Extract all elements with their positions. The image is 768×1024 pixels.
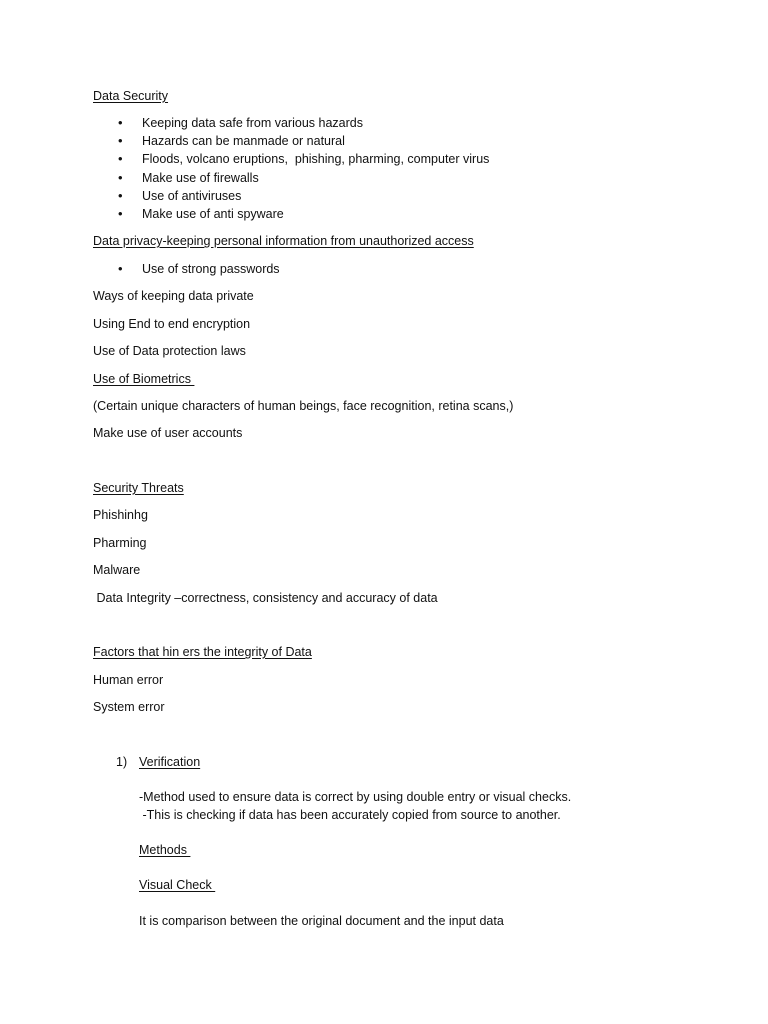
- list-item: • Hazards can be manmade or natural: [118, 133, 345, 149]
- verification-desc-1: -Method used to ensure data is correct by using double entry or visual checks.: [139, 790, 572, 804]
- data-security-heading: Data Security: [93, 89, 169, 103]
- list-item: • Use of antiviruses: [118, 187, 242, 203]
- ways-private-text: Ways of keeping data private: [93, 289, 254, 303]
- bullet-icon: •: [118, 115, 123, 130]
- factor-item: System error: [93, 700, 165, 714]
- methods-heading: Methods: [139, 843, 191, 857]
- list-item: • Keeping data safe from various hazards: [118, 115, 363, 130]
- list-item: • Floods, volcano eruptions, phishing, pharming, computer virus: [118, 151, 490, 167]
- bullet-icon: •: [118, 205, 123, 221]
- list-item: • Make use of firewalls: [118, 169, 259, 185]
- list-item: • Make use of anti spyware: [118, 205, 284, 221]
- verification-heading: Verification: [139, 755, 201, 769]
- data-security-list: [116, 115, 489, 224]
- bullet-icon: •: [118, 187, 123, 203]
- factors-heading: Factors that hin ers the integrity of Data: [93, 645, 312, 659]
- biometrics-note: (Certain unique characters of human beings, face recognition, retina scans,): [93, 399, 514, 413]
- user-accounts-text: Make use of user accounts: [93, 426, 243, 440]
- bullet-icon: •: [118, 133, 123, 149]
- visual-check-desc: It is comparison between the original document and the input data: [139, 914, 504, 928]
- threat-item: Pharming: [93, 536, 147, 550]
- visual-check-heading: Visual Check: [139, 878, 216, 892]
- bullet-icon: •: [118, 151, 123, 167]
- biometrics-heading: Use of Biometrics: [93, 372, 195, 386]
- factor-item: Human error: [93, 673, 164, 687]
- protection-laws-text: Use of Data protection laws: [93, 344, 246, 358]
- bullet-icon: •: [118, 261, 123, 276]
- list-item: • Use of strong passwords: [118, 261, 280, 276]
- data-integrity-text: Data Integrity –correctness, consistency and accuracy of data: [93, 591, 438, 605]
- threat-item: Phishinhg: [93, 508, 148, 522]
- threat-item: Malware: [93, 563, 141, 577]
- verification-number: 1): [116, 755, 128, 769]
- data-privacy-heading: Data privacy-keeping personal information from unauthorized access: [93, 234, 474, 248]
- security-threats-heading: Security Threats: [93, 481, 184, 495]
- data-privacy-list: [116, 261, 280, 279]
- bullet-icon: •: [118, 169, 123, 185]
- encryption-text: Using End to end encryption: [93, 317, 251, 331]
- verification-desc-2: -This is checking if data has been accurately copied from source to another.: [139, 808, 561, 822]
